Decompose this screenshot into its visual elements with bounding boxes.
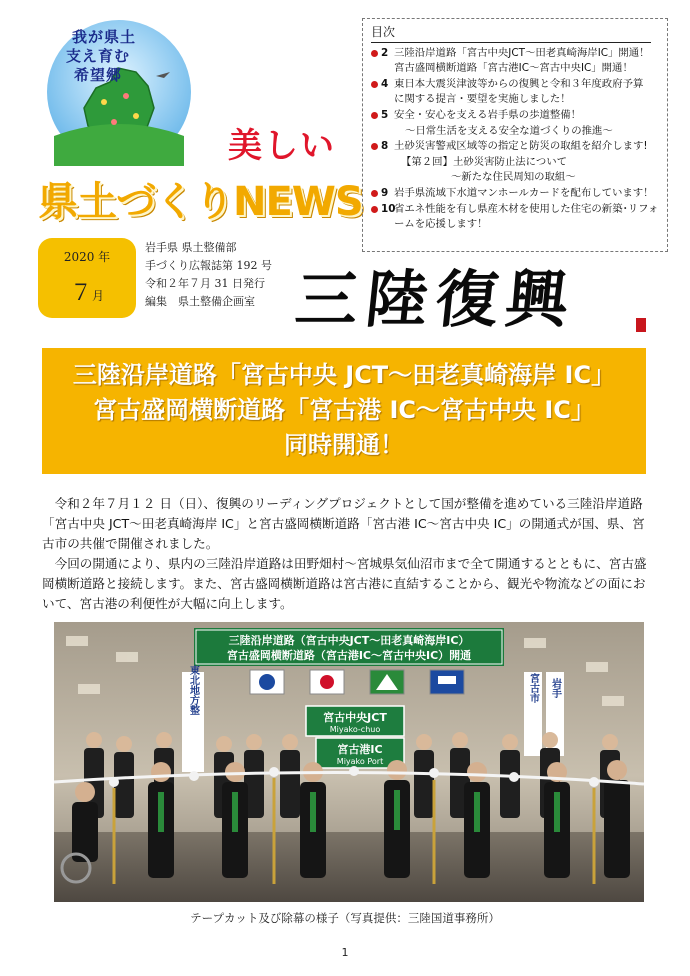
issue-year: 2020 年 bbox=[63, 250, 111, 264]
publisher-issue: 手づくり広報誌第 192 号 bbox=[145, 259, 272, 272]
ceremony-photo bbox=[54, 622, 644, 902]
toc-heading: 目次 bbox=[371, 25, 651, 43]
toc-item-subtitle: ～日常生活を支える安全な道づくりの推進～ bbox=[405, 124, 613, 137]
article-body bbox=[42, 494, 652, 614]
bullet-icon bbox=[371, 190, 378, 197]
toc-item-subtitle: に関する提言・要望を実施しました！ bbox=[394, 93, 571, 106]
publisher-info bbox=[145, 239, 272, 311]
ceremony-illustration bbox=[54, 622, 644, 902]
toc-page-number: 10 bbox=[381, 202, 396, 215]
prefecture-logo bbox=[44, 16, 194, 166]
ceremony-banner-line-2: 宮古盛岡横断道路（宮古港IC～宮古中央IC）開通 bbox=[226, 649, 472, 662]
road-sign-jct: 宮古中央JCT bbox=[323, 711, 387, 724]
article-paragraph-2: 今回の開通により、県内の三陸沿岸道路は田野畑村～宮城県気仙沼市まで全て開通するとともに、宮古盛岡横断道路と接続します。また、宮古盛岡横断道路は宮古港に直結することから、観光や物流などの面において、宮古港の利便性が大幅に向上します。 bbox=[42, 556, 647, 611]
toc-item-title: 土砂災害警戒区域等の指定と防災の取組を紹介します! bbox=[394, 140, 648, 153]
road-sign-port-en: Miyako Port bbox=[336, 757, 384, 766]
publisher-editor: 編集 県土整備企画室 bbox=[145, 295, 255, 308]
logo-line-3: 希望郷 bbox=[74, 66, 123, 84]
toc-item[interactable] bbox=[371, 186, 659, 202]
toc-item-subtitle: 【第２回】土砂災害防止法について bbox=[401, 155, 568, 168]
toc-item-subtitle: 宮古盛岡横断道路「宮古港IC～宮古中央IC」開通！ bbox=[394, 62, 633, 75]
bullet-icon bbox=[371, 50, 378, 57]
publisher-date: 令和２年７月 31 日発行 bbox=[145, 277, 265, 290]
issue-month-number: ７ bbox=[69, 281, 92, 306]
toc-item-title: 安全・安心を支える岩手県の歩道整備！ bbox=[394, 108, 582, 121]
calligraphy-text: 三陸復興 bbox=[292, 263, 580, 336]
ceremony-banner-line-1: 三陸沿岸道路（宮古中央JCT～田老真崎海岸IC） bbox=[228, 634, 470, 647]
road-sign-port: 宮古港IC bbox=[337, 743, 383, 756]
left-vertical-banner: 東北地方整 bbox=[187, 665, 199, 715]
logo-line-2: 支え育む bbox=[66, 47, 131, 65]
road-sign-jct-en: Miyako-chuo bbox=[329, 725, 381, 734]
bullet-icon bbox=[371, 81, 378, 88]
bullet-icon bbox=[371, 206, 378, 213]
toc-item[interactable] bbox=[371, 108, 659, 124]
toc-page-number: 9 bbox=[381, 186, 389, 199]
issue-date-badge bbox=[38, 238, 136, 318]
toc-item[interactable] bbox=[371, 202, 659, 218]
toc-item-subtitle: ームを応援します！ bbox=[394, 218, 488, 231]
bullet-icon bbox=[371, 143, 378, 150]
toc-item-title: 三陸沿岸道路「宮古中央JCT～田老真崎海岸IC」開通！ bbox=[394, 46, 650, 59]
publisher-department: 岩手県 県土整備部 bbox=[145, 241, 237, 254]
article-paragraph-1: 令和２年７月１２ 日（日）、復興のリーディングプロジェクトとして国が整備を進めている三陸沿岸道路「宮古中央 JCT～田老真崎海岸 IC」と宮古盛岡横断道路「宮古港 IC～宮古中央 IC」の開通式が国、県、宮古市の共催で開催されました。 bbox=[42, 496, 645, 551]
seal-stamp bbox=[636, 318, 646, 332]
headline-banner bbox=[42, 348, 646, 474]
toc-item-title: 東日本大震災津波等からの復興と令和３年度政府予算 bbox=[394, 77, 644, 90]
issue-month bbox=[38, 276, 136, 307]
toc-item[interactable] bbox=[371, 46, 659, 62]
toc-item[interactable] bbox=[371, 77, 659, 93]
toc-page-number: 4 bbox=[381, 77, 389, 90]
title-news: 県土づくりNEWS bbox=[38, 179, 363, 225]
toc-item-title: 省エネ性能を有し県産木材を使用した住宅の新築･リフォ bbox=[394, 202, 659, 215]
right-vertical-banner-1: 宮古市 bbox=[527, 673, 539, 703]
toc-item[interactable] bbox=[371, 139, 659, 155]
bullet-icon bbox=[371, 112, 378, 119]
toc-item-subtitle: ～新たな住民周知の取組～ bbox=[451, 171, 576, 184]
toc-page-number: 2 bbox=[381, 46, 389, 59]
headline-line-2: 宮古盛岡横断道路「宮古港 IC～宮古中央 IC」 bbox=[93, 396, 595, 424]
title-beautiful: 美しい bbox=[228, 126, 336, 166]
toc-item-title: 岩手県流域下水道マンホールカードを配布しています！ bbox=[394, 186, 654, 199]
issue-month-unit: 月 bbox=[92, 289, 105, 303]
toc-page-number: 5 bbox=[381, 108, 389, 121]
logo-line-1: 我が県土 bbox=[72, 28, 137, 46]
table-of-contents bbox=[362, 18, 668, 252]
photo-caption: テープカット及び除幕の様子（写真提供：三陸国道事務所） bbox=[190, 911, 500, 925]
page-number: 1 bbox=[341, 946, 349, 959]
headline-line-3: 同時開通！ bbox=[284, 431, 404, 459]
calligraphy-banner bbox=[292, 262, 646, 338]
toc-page-number: 8 bbox=[381, 140, 389, 153]
headline-line-1: 三陸沿岸道路「宮古中央 JCT～田老真崎海岸 IC」 bbox=[72, 361, 616, 389]
right-vertical-banner-2: 岩手 bbox=[549, 678, 561, 698]
